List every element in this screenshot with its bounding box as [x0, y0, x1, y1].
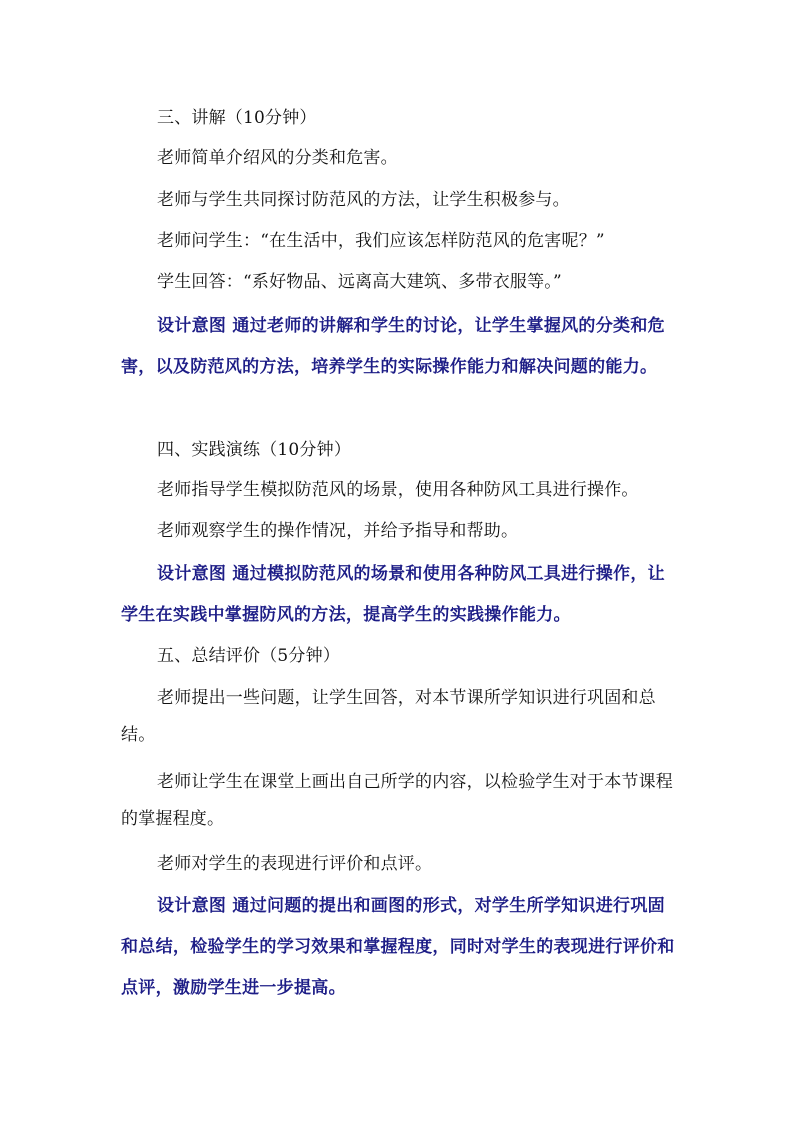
section-heading-summary: 五、总结评价（5分钟） [157, 646, 341, 666]
paragraph: 老师与学生共同探讨防范风的方法，让学生积极参与。 [157, 190, 570, 210]
paragraph: 老师观察学生的操作情况，并给予指导和帮助。 [157, 521, 519, 541]
paragraph: 老师提出一些问题，让学生回答，对本节课所学知识进行巩固和总结。 [121, 688, 656, 745]
design-intent-paragraph: 设计意图 通过老师的讲解和学生的讨论，让学生掌握风的分类和危害，以及防范风的方法，培养学生的实际操作能力和解决问题的能力。 [121, 316, 665, 377]
paragraph: 老师让学生在课堂上画出自己所学的内容，以检验学生对于本节课程的掌握程度。 [121, 772, 673, 829]
design-intent-paragraph: 设计意图 通过问题的提出和画图的形式，对学生所学知识进行巩固和总结，检验学生的学习效果和掌握程度，同时对学生的表现进行评价和点评，激励学生进一步提高。 [121, 896, 675, 998]
paragraph: 老师问学生：“在生活中，我们应该怎样防范风的危害呢？” [157, 231, 605, 251]
section-heading-practice: 四、实践演练（10分钟） [157, 440, 352, 460]
paragraph: 老师简单介绍风的分类和危害。 [157, 148, 398, 168]
paragraph: 老师指导学生模拟防范风的场景，使用各种防风工具进行操作。 [157, 480, 639, 500]
design-intent-paragraph: 设计意图 通过模拟防范风的场景和使用各种防风工具进行操作，让学生在实践中掌握防风的方法，提高学生的实践操作能力。 [121, 564, 665, 625]
paragraph: 老师对学生的表现进行评价和点评。 [157, 854, 433, 874]
section-heading-explain: 三、讲解（10分钟） [157, 108, 317, 128]
paragraph: 学生回答：“系好物品、远离高大建筑、多带衣服等。” [157, 272, 562, 292]
